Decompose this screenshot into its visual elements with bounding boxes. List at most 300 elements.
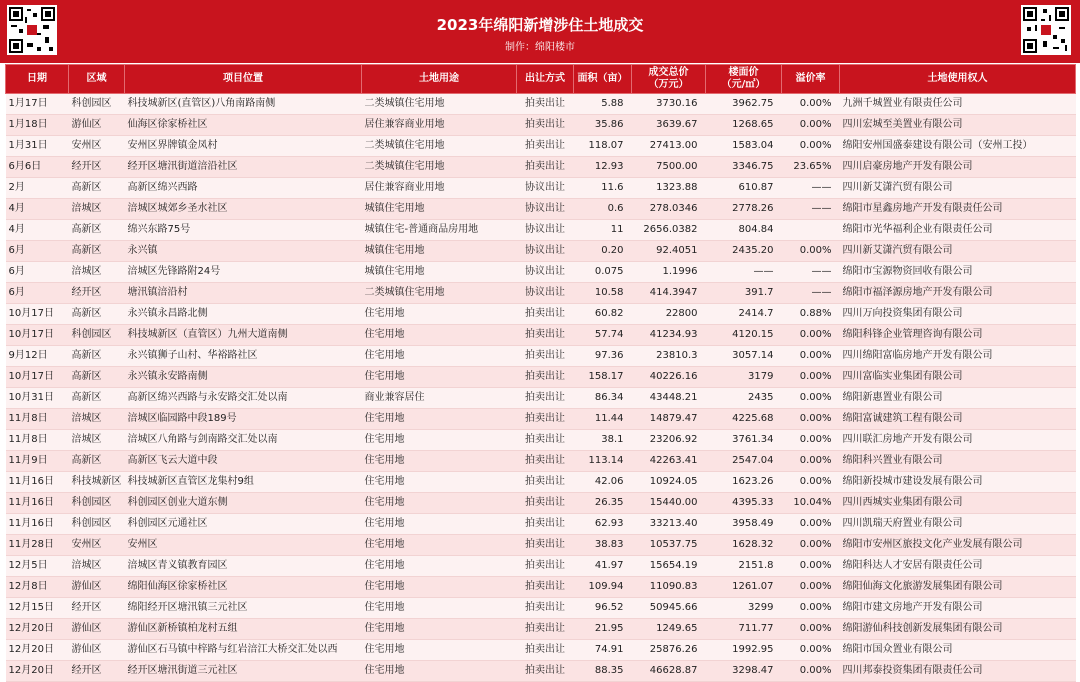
col-location-cell: 绵阳仙海区徐家桥社区: [125, 577, 362, 598]
col-location-cell: 安州区界牌镇金凤村: [125, 136, 362, 157]
col-district-cell: 科创园区: [69, 325, 125, 346]
col-area-cell: 86.34: [574, 388, 632, 409]
col-total-price-cell: 41234.93: [632, 325, 706, 346]
col-total-price-cell: 22800: [632, 304, 706, 325]
page-title: 2023年绵阳新增涉住土地成交: [436, 16, 644, 34]
col-land-use-cell: 二类城镇住宅用地: [362, 94, 517, 115]
col-land-use-cell: 城镇住宅用地: [362, 241, 517, 262]
col-land-use-cell: 二类城镇住宅用地: [362, 283, 517, 304]
col-premium-rate-cell: 0.00%: [782, 661, 840, 682]
col-premium-rate-cell: ——: [782, 283, 840, 304]
col-transfer-method-cell: 拍卖出让: [517, 619, 574, 640]
col-transfer-method-cell: 拍卖出让: [517, 661, 574, 682]
col-premium-rate-cell: 0.00%: [782, 409, 840, 430]
col-transfer-method-cell: 协议出让: [517, 241, 574, 262]
col-date-cell: 10月17日: [6, 325, 69, 346]
col-area-cell: 0.6: [574, 199, 632, 220]
col-land-use-cell: 住宅用地: [362, 535, 517, 556]
col-total-price-cell: 50945.66: [632, 598, 706, 619]
col-floor-price-cell: 1992.95: [706, 640, 782, 661]
col-land-use-cell: 住宅用地: [362, 619, 517, 640]
col-location-cell: 永兴镇永昌路北侧: [125, 304, 362, 325]
col-owner-cell: 四川凯瑞天府置业有限公司: [840, 514, 1076, 535]
col-total-price-cell: 1249.65: [632, 619, 706, 640]
col-total-price-cell: 10537.75: [632, 535, 706, 556]
col-date-cell: 4月: [6, 220, 69, 241]
col-land-use-cell: 城镇住宅用地: [362, 199, 517, 220]
col-location-cell: 科创园区元通社区: [125, 514, 362, 535]
col-total-price-cell: 25876.26: [632, 640, 706, 661]
col-transfer-method-cell: 拍卖出让: [517, 115, 574, 136]
col-district-cell: 涪城区: [69, 556, 125, 577]
col-transfer-method-cell: 拍卖出让: [517, 640, 574, 661]
col-location-cell: 游仙区石马镇中梓路与红岩涪江大桥交汇处以西: [125, 640, 362, 661]
col-total-price-cell: 23206.92: [632, 430, 706, 451]
table-row: [6, 619, 1076, 640]
table-row: [6, 94, 1076, 115]
table-body: [6, 94, 1076, 682]
col-floor-price-cell: 3298.47: [706, 661, 782, 682]
col-transfer-method-cell: 拍卖出让: [517, 556, 574, 577]
col-date-cell: 1月31日: [6, 136, 69, 157]
col-date-cell: 12月8日: [6, 577, 69, 598]
col-owner-cell: 绵阳游仙科技创新发展集团有限公司: [840, 619, 1076, 640]
col-area-cell: 0.075: [574, 262, 632, 283]
col-floor-price-cell: 4120.15: [706, 325, 782, 346]
col-premium-rate-cell: 0.00%: [782, 388, 840, 409]
table-row: [6, 388, 1076, 409]
col-total-price-cell: 3639.67: [632, 115, 706, 136]
col-total-price-cell: 40226.16: [632, 367, 706, 388]
col-area-cell: 21.95: [574, 619, 632, 640]
col-floor-price-cell: 3179: [706, 367, 782, 388]
col-area-cell: 5.88: [574, 94, 632, 115]
land-transactions-table: [5, 64, 1076, 682]
col-date-cell: 12月5日: [6, 556, 69, 577]
col-owner-cell: 四川万向投资集团有限公司: [840, 304, 1076, 325]
col-owner-cell: 绵阳新投城市建设发展有限公司: [840, 472, 1076, 493]
col-owner-cell: 四川宏城至美置业有限公司: [840, 115, 1076, 136]
col-floor-price-header: 楼面价 （元/㎡）: [706, 65, 782, 94]
col-transfer-method-cell: 协议出让: [517, 220, 574, 241]
table-row: [6, 598, 1076, 619]
table-row: [6, 283, 1076, 304]
col-date-cell: 4月: [6, 199, 69, 220]
col-location-cell: 安州区: [125, 535, 362, 556]
col-premium-rate-cell: 23.65%: [782, 157, 840, 178]
col-date-cell: 10月17日: [6, 304, 69, 325]
col-total-price-cell: 11090.83: [632, 577, 706, 598]
col-transfer-method-cell: 拍卖出让: [517, 577, 574, 598]
col-location-cell: 游仙区新桥镇柏龙村五组: [125, 619, 362, 640]
col-date-cell: 10月31日: [6, 388, 69, 409]
col-date-header: 日期: [6, 65, 69, 94]
col-total-price-cell: 1323.88: [632, 178, 706, 199]
col-land-use-cell: 住宅用地: [362, 304, 517, 325]
table-row: [6, 115, 1076, 136]
col-area-cell: 158.17: [574, 367, 632, 388]
table-row: [6, 178, 1076, 199]
col-floor-price-cell: 1628.32: [706, 535, 782, 556]
col-district-cell: 游仙区: [69, 577, 125, 598]
col-land-use-cell: 城镇住宅用地: [362, 262, 517, 283]
col-location-cell: 绵兴东路75号: [125, 220, 362, 241]
col-premium-rate-cell: 0.00%: [782, 640, 840, 661]
col-owner-cell: 绵阳市福泽源房地产开发有限公司: [840, 283, 1076, 304]
col-floor-price-cell: 804.84: [706, 220, 782, 241]
col-location-cell: 涪城区临园路中段189号: [125, 409, 362, 430]
table-row: [6, 430, 1076, 451]
col-premium-rate-cell: 0.00%: [782, 577, 840, 598]
col-district-cell: 经开区: [69, 661, 125, 682]
col-transfer-method-cell: 拍卖出让: [517, 451, 574, 472]
col-floor-price-cell: 2547.04: [706, 451, 782, 472]
col-owner-cell: 绵阳仙海文化旅游发展集团有限公司: [840, 577, 1076, 598]
col-transfer-method-cell: 协议出让: [517, 199, 574, 220]
col-date-cell: 10月17日: [6, 367, 69, 388]
col-district-cell: 游仙区: [69, 115, 125, 136]
col-location-cell: 经开区塘汛街道涪沿社区: [125, 157, 362, 178]
col-land-use-cell: 住宅用地: [362, 514, 517, 535]
col-district-cell: 经开区: [69, 598, 125, 619]
col-area-cell: 113.14: [574, 451, 632, 472]
table-row: [6, 556, 1076, 577]
col-date-cell: 11月16日: [6, 493, 69, 514]
col-location-cell: 永兴镇永安路南侧: [125, 367, 362, 388]
col-total-price-cell: 92.4051: [632, 241, 706, 262]
table-row: [6, 220, 1076, 241]
col-area-cell: 42.06: [574, 472, 632, 493]
col-total-price-cell: 278.0346: [632, 199, 706, 220]
col-total-price-cell: 27413.00: [632, 136, 706, 157]
col-district-cell: 涪城区: [69, 199, 125, 220]
header-banner: [0, 0, 1080, 63]
col-premium-rate-cell: ——: [782, 262, 840, 283]
col-owner-cell: 四川西城实业集团有限公司: [840, 493, 1076, 514]
col-location-cell: 涪城区城郊乡圣水社区: [125, 199, 362, 220]
col-total-price-cell: 43448.21: [632, 388, 706, 409]
col-floor-price-cell: 3299: [706, 598, 782, 619]
table-row: [6, 493, 1076, 514]
table-row: [6, 640, 1076, 661]
col-district-cell: 科创园区: [69, 94, 125, 115]
col-floor-price-cell: 4225.68: [706, 409, 782, 430]
col-location-cell: 科技城新区直管区龙集村9组: [125, 472, 362, 493]
col-floor-price-cell: 711.77: [706, 619, 782, 640]
col-land-use-cell: 住宅用地: [362, 556, 517, 577]
col-location-cell: 永兴镇狮子山村、华裕路社区: [125, 346, 362, 367]
col-location-cell: 高新区飞云大道中段: [125, 451, 362, 472]
col-owner-cell: 绵阳科兴置业有限公司: [840, 451, 1076, 472]
col-district-cell: 高新区: [69, 388, 125, 409]
col-floor-price-cell: 391.7: [706, 283, 782, 304]
col-area-cell: 60.82: [574, 304, 632, 325]
col-date-cell: 1月17日: [6, 94, 69, 115]
col-land-use-cell: 住宅用地: [362, 346, 517, 367]
col-land-use-cell: 二类城镇住宅用地: [362, 136, 517, 157]
col-land-use-header: 土地用途: [362, 65, 517, 94]
col-transfer-method-cell: 拍卖出让: [517, 136, 574, 157]
col-floor-price-cell: 1583.04: [706, 136, 782, 157]
col-floor-price-cell: 610.87: [706, 178, 782, 199]
col-land-use-cell: 住宅用地: [362, 598, 517, 619]
col-total-price-cell: 414.3947: [632, 283, 706, 304]
col-area-cell: 0.20: [574, 241, 632, 262]
col-date-cell: 6月6日: [6, 157, 69, 178]
col-district-cell: 经开区: [69, 283, 125, 304]
table-row: [6, 367, 1076, 388]
col-land-use-cell: 二类城镇住宅用地: [362, 157, 517, 178]
col-date-cell: 12月15日: [6, 598, 69, 619]
col-area-cell: 88.35: [574, 661, 632, 682]
col-district-cell: 游仙区: [69, 640, 125, 661]
col-floor-price-cell: 2151.8: [706, 556, 782, 577]
col-premium-rate-cell: 0.00%: [782, 535, 840, 556]
col-floor-price-cell: 2414.7: [706, 304, 782, 325]
table-row: [6, 136, 1076, 157]
table-row: [6, 304, 1076, 325]
col-premium-rate-cell: ——: [782, 178, 840, 199]
table-row: [6, 661, 1076, 682]
col-area-cell: 12.93: [574, 157, 632, 178]
col-transfer-method-header: 出让方式: [517, 65, 574, 94]
col-location-cell: 涪城区青义镇教育园区: [125, 556, 362, 577]
col-total-price-header: 成交总价 （万元）: [632, 65, 706, 94]
col-owner-cell: 绵阳安州国盛泰建设有限公司（安州工投）: [840, 136, 1076, 157]
col-transfer-method-cell: 拍卖出让: [517, 388, 574, 409]
col-transfer-method-cell: 协议出让: [517, 262, 574, 283]
col-owner-cell: 四川新艾潇汽贸有限公司: [840, 241, 1076, 262]
col-district-cell: 涪城区: [69, 409, 125, 430]
col-location-cell: 高新区绵兴西路与永安路交汇处以南: [125, 388, 362, 409]
col-district-cell: 安州区: [69, 535, 125, 556]
col-total-price-cell: 15654.19: [632, 556, 706, 577]
col-premium-rate-cell: 0.00%: [782, 367, 840, 388]
col-land-use-cell: 住宅用地: [362, 640, 517, 661]
col-area-cell: 11.6: [574, 178, 632, 199]
col-premium-rate-cell: 0.00%: [782, 346, 840, 367]
col-area-header: 面积（亩）: [574, 65, 632, 94]
col-area-cell: 118.07: [574, 136, 632, 157]
col-transfer-method-cell: 拍卖出让: [517, 430, 574, 451]
col-floor-price-cell: 2435.20: [706, 241, 782, 262]
col-date-cell: 9月12日: [6, 346, 69, 367]
col-area-cell: 62.93: [574, 514, 632, 535]
col-land-use-cell: 住宅用地: [362, 409, 517, 430]
col-district-cell: 科创园区: [69, 514, 125, 535]
col-transfer-method-cell: 拍卖出让: [517, 157, 574, 178]
col-transfer-method-cell: 拍卖出让: [517, 346, 574, 367]
col-total-price-cell: 42263.41: [632, 451, 706, 472]
table-row: [6, 157, 1076, 178]
table-row: [6, 451, 1076, 472]
col-land-use-cell: 住宅用地: [362, 451, 517, 472]
col-total-price-cell: 1.1996: [632, 262, 706, 283]
col-premium-rate-header: 溢价率: [782, 65, 840, 94]
col-land-use-cell: 住宅用地: [362, 367, 517, 388]
col-area-cell: 11.44: [574, 409, 632, 430]
table-row: [6, 472, 1076, 493]
col-premium-rate-cell: 0.88%: [782, 304, 840, 325]
col-floor-price-cell: 3962.75: [706, 94, 782, 115]
col-land-use-cell: 住宅用地: [362, 577, 517, 598]
col-date-cell: 12月20日: [6, 661, 69, 682]
col-total-price-cell: 46628.87: [632, 661, 706, 682]
col-area-cell: 41.97: [574, 556, 632, 577]
col-transfer-method-cell: 拍卖出让: [517, 325, 574, 346]
col-transfer-method-cell: 拍卖出让: [517, 409, 574, 430]
col-date-cell: 11月28日: [6, 535, 69, 556]
col-land-use-cell: 住宅用地: [362, 430, 517, 451]
col-district-cell: 高新区: [69, 178, 125, 199]
table-header-row: [6, 65, 1076, 94]
col-premium-rate-cell: 0.00%: [782, 451, 840, 472]
page-subtitle: 制作：绵阳楼市: [505, 42, 575, 53]
col-total-price-cell: 7500.00: [632, 157, 706, 178]
col-premium-rate-cell: 0.00%: [782, 325, 840, 346]
col-date-cell: 11月8日: [6, 430, 69, 451]
col-transfer-method-cell: 拍卖出让: [517, 367, 574, 388]
col-location-cell: 涪城区先锋路附24号: [125, 262, 362, 283]
col-premium-rate-cell: 0.00%: [782, 619, 840, 640]
col-owner-cell: 四川联汇房地产开发有限公司: [840, 430, 1076, 451]
col-premium-rate-cell: 10.04%: [782, 493, 840, 514]
table-row: [6, 514, 1076, 535]
col-floor-price-cell: 3057.14: [706, 346, 782, 367]
table-row: [6, 346, 1076, 367]
col-district-header: 区域: [69, 65, 125, 94]
col-transfer-method-cell: 拍卖出让: [517, 472, 574, 493]
col-district-cell: 科创园区: [69, 493, 125, 514]
col-date-cell: 11月16日: [6, 514, 69, 535]
col-date-cell: 1月18日: [6, 115, 69, 136]
col-date-cell: 6月: [6, 283, 69, 304]
col-area-cell: 74.91: [574, 640, 632, 661]
col-district-cell: 科技城新区: [69, 472, 125, 493]
col-owner-cell: 绵阳富诚建筑工程有限公司: [840, 409, 1076, 430]
col-premium-rate-cell: 0.00%: [782, 136, 840, 157]
col-location-cell: 涪城区八角路与剑南路交汇处以南: [125, 430, 362, 451]
col-floor-price-cell: 1268.65: [706, 115, 782, 136]
col-total-price-cell: 3730.16: [632, 94, 706, 115]
col-floor-price-cell: 1261.07: [706, 577, 782, 598]
col-date-cell: 12月20日: [6, 619, 69, 640]
col-area-cell: 11: [574, 220, 632, 241]
table-row: [6, 241, 1076, 262]
col-owner-cell: 绵阳市星鑫房地产开发有限责任公司: [840, 199, 1076, 220]
col-district-cell: 高新区: [69, 241, 125, 262]
col-transfer-method-cell: 协议出让: [517, 283, 574, 304]
table-row: [6, 577, 1076, 598]
col-transfer-method-cell: 协议出让: [517, 178, 574, 199]
col-transfer-method-cell: 拍卖出让: [517, 94, 574, 115]
col-location-cell: 科技城新区（直管区）九州大道南侧: [125, 325, 362, 346]
col-owner-cell: 绵阳新惠置业有限公司: [840, 388, 1076, 409]
col-floor-price-cell: 1623.26: [706, 472, 782, 493]
col-owner-cell: 绵阳科锋企业管理咨询有限公司: [840, 325, 1076, 346]
col-district-cell: 涪城区: [69, 262, 125, 283]
col-owner-cell: 绵阳市国众置业有限公司: [840, 640, 1076, 661]
col-district-cell: 经开区: [69, 157, 125, 178]
table-row: [6, 409, 1076, 430]
col-area-cell: 38.1: [574, 430, 632, 451]
col-floor-price-cell: 2778.26: [706, 199, 782, 220]
col-owner-cell: 绵阳市安州区旅投文化产业发展有限公司: [840, 535, 1076, 556]
col-premium-rate-cell: 0.00%: [782, 94, 840, 115]
col-location-cell: 经开区塘汛街道三元社区: [125, 661, 362, 682]
col-transfer-method-cell: 拍卖出让: [517, 514, 574, 535]
col-land-use-cell: 居住兼容商业用地: [362, 115, 517, 136]
col-area-cell: 97.36: [574, 346, 632, 367]
col-premium-rate-cell: ——: [782, 199, 840, 220]
col-transfer-method-cell: 拍卖出让: [517, 598, 574, 619]
col-total-price-cell: 14879.47: [632, 409, 706, 430]
col-area-cell: 35.86: [574, 115, 632, 136]
col-land-use-cell: 住宅用地: [362, 325, 517, 346]
col-land-use-cell: 住宅用地: [362, 493, 517, 514]
col-floor-price-cell: 2435: [706, 388, 782, 409]
col-land-use-cell: 住宅用地: [362, 661, 517, 682]
col-owner-cell: 四川启豪房地产开发有限公司: [840, 157, 1076, 178]
col-premium-rate-cell: 0.00%: [782, 514, 840, 535]
col-location-header: 项目位置: [125, 65, 362, 94]
col-district-cell: 高新区: [69, 367, 125, 388]
col-premium-rate-cell: 0.00%: [782, 115, 840, 136]
col-floor-price-cell: ——: [706, 262, 782, 283]
col-district-cell: 游仙区: [69, 619, 125, 640]
col-location-cell: 塘汛镇涪沿村: [125, 283, 362, 304]
col-date-cell: 2月: [6, 178, 69, 199]
col-floor-price-cell: 3958.49: [706, 514, 782, 535]
col-area-cell: 96.52: [574, 598, 632, 619]
col-owner-cell: 九洲千城置业有限责任公司: [840, 94, 1076, 115]
col-district-cell: 高新区: [69, 451, 125, 472]
col-location-cell: 绵阳经开区塘汛镇三元社区: [125, 598, 362, 619]
col-total-price-cell: 10924.05: [632, 472, 706, 493]
col-area-cell: 57.74: [574, 325, 632, 346]
col-land-use-cell: 居住兼容商业用地: [362, 178, 517, 199]
col-premium-rate-cell: 0.00%: [782, 472, 840, 493]
col-district-cell: 安州区: [69, 136, 125, 157]
col-transfer-method-cell: 拍卖出让: [517, 535, 574, 556]
col-location-cell: 科技城新区(直管区)八角南路南侧: [125, 94, 362, 115]
col-owner-cell: 绵阳市建文房地产开发有限公司: [840, 598, 1076, 619]
col-transfer-method-cell: 拍卖出让: [517, 304, 574, 325]
table-row: [6, 199, 1076, 220]
col-area-cell: 26.35: [574, 493, 632, 514]
col-district-cell: 高新区: [69, 220, 125, 241]
col-date-cell: 11月8日: [6, 409, 69, 430]
col-district-cell: 高新区: [69, 304, 125, 325]
col-floor-price-cell: 3761.34: [706, 430, 782, 451]
col-premium-rate-cell: 0.00%: [782, 598, 840, 619]
col-land-use-cell: 商业兼容居住: [362, 388, 517, 409]
table-row: [6, 325, 1076, 346]
col-floor-price-cell: 4395.33: [706, 493, 782, 514]
col-area-cell: 38.83: [574, 535, 632, 556]
col-total-price-cell: 15440.00: [632, 493, 706, 514]
col-owner-cell: 绵阳市宝源物资回收有限公司: [840, 262, 1076, 283]
col-area-cell: 10.58: [574, 283, 632, 304]
col-date-cell: 12月20日: [6, 640, 69, 661]
col-location-cell: 高新区绵兴西路: [125, 178, 362, 199]
col-floor-price-cell: 3346.75: [706, 157, 782, 178]
col-location-cell: 永兴镇: [125, 241, 362, 262]
col-land-use-cell: 住宅用地: [362, 472, 517, 493]
col-transfer-method-cell: 拍卖出让: [517, 493, 574, 514]
col-premium-rate-cell: 0.00%: [782, 241, 840, 262]
col-land-use-cell: 城镇住宅-普通商品房用地: [362, 220, 517, 241]
